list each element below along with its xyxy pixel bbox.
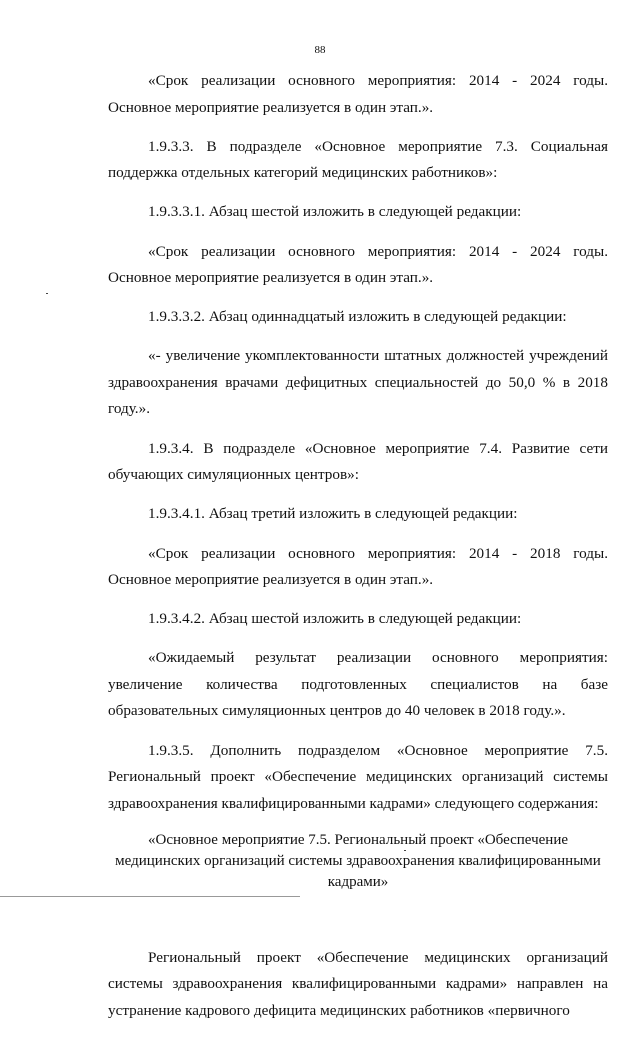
paragraph-6: «- увеличение укомплектованности штатных должностей учреждений здравоохранения врачами дефицитных специальностей до 50,0 % в 2018 году.». (108, 347, 608, 418)
page-number: 88 (314, 44, 326, 56)
paragraph-1: «Срок реализации основного мероприятия: 2014 - 2024 годы. Основное мероприятие реализуется в один этап.». (108, 72, 608, 116)
paragraph-7: 1.9.3.4. В подразделе «Основное мероприятие 7.4. Развитие сети обучающих симуляционных центров»: (108, 439, 608, 484)
scan-speck (404, 850, 406, 851)
footer-rule (0, 896, 300, 897)
scan-speck (46, 293, 48, 294)
paragraph-11: «Ожидаемый результат реализации основного мероприятия: увеличение количества подготовленных специалистов на базе образовательных симуляционных центров до 40 человек в 2018 году.». (108, 649, 608, 720)
document-body (108, 68, 608, 1037)
paragraph-5: 1.9.3.3.2. Абзац одиннадцатый изложить в следующей редакции: (148, 308, 567, 326)
paragraph-8: 1.9.3.4.1. Абзац третий изложить в следующей редакции: (148, 505, 518, 523)
paragraph-4: «Срок реализации основного мероприятия: 2014 - 2024 годы. Основное мероприятие реализуется в один этап.». (108, 242, 608, 287)
closing-paragraph: Региональный проект «Обеспечение медицинских организаций системы здравоохранения квалифицированными кадрами» направлен на устранение кадрового дефицита медицинских работников «первичного (108, 948, 608, 1019)
section-heading: «Основное мероприятие 7.5. Региональный проект «Обеспечение медицинских организаций системы здравоохранения квалифицированными кадрами» (115, 831, 601, 890)
paragraph-10: 1.9.3.4.2. Абзац шестой изложить в следующей редакции: (148, 610, 522, 628)
paragraph-3: 1.9.3.3.1. Абзац шестой изложить в следующей редакции: (148, 203, 522, 221)
paragraph-9: «Срок реализации основного мероприятия: 2014 - 2018 годы. Основное мероприятие реализуется в один этап.». (108, 544, 608, 588)
section-gap (108, 893, 608, 945)
paragraph-12: 1.9.3.5. Дополнить подразделом «Основное мероприятие 7.5. Региональный проект «Обеспечение медицинских организаций системы здравоохранения квалифицированными кадрами» следующего содержания: (108, 741, 608, 812)
paragraph-2: 1.9.3.3. В подразделе «Основное мероприятие 7.3. Социальная поддержка отдельных категорий медицинских работников»: (108, 137, 608, 182)
